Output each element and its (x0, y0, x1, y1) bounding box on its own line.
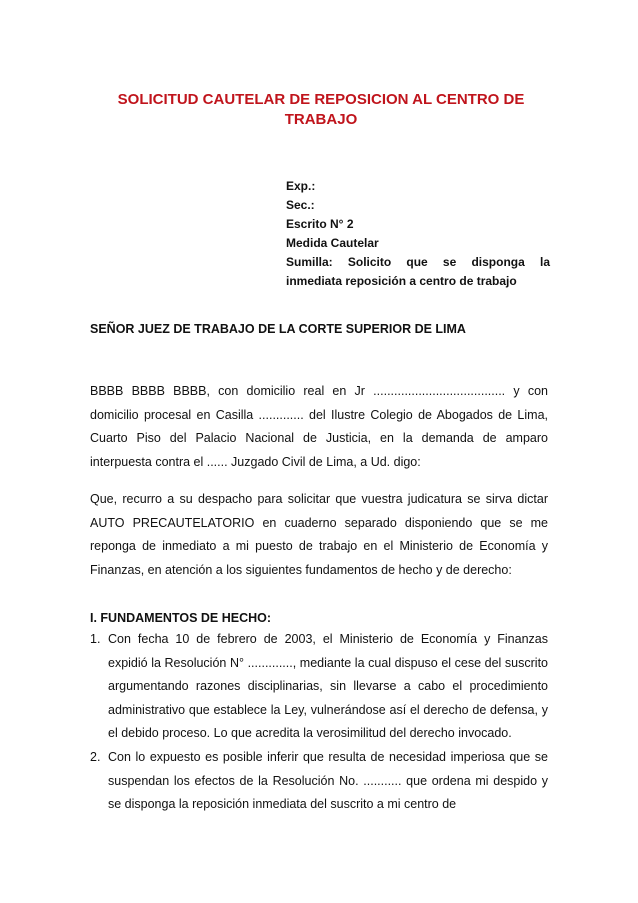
intro-paragraph: BBBB BBBB BBBB, con domicilio real en Jr ...................................... y con domicilio procesal en Casilla ............. del Ilustre Colegio de Abogados de Lima, Cuarto Piso del Palacio Nacional de Justicia, en la demanda de amparo interpuesta contra el ...... Juzgado Civil de Lima, a Ud. digo: (90, 384, 548, 469)
secretario-label: Sec.: (286, 198, 315, 212)
addressee-heading: SEÑOR JUEZ DE TRABAJO DE LA CORTE SUPERIOR DE LIMA (90, 322, 466, 336)
list-item-number: 1. (90, 632, 101, 646)
title-line-1: SOLICITUD CAUTELAR DE REPOSICION AL CENTRO DE (117, 91, 525, 108)
escrito-number: Escrito N° 2 (286, 217, 354, 231)
list-item-text: Con fecha 10 de febrero de 2003, el Ministerio de Economía y Finanzas expidió la Resolución N° ............., mediante la cual dispuso el cese del suscrito argumentando razones disciplinarias, sin llevarse a cabo el procedimiento administrativo que establece la Ley, vulnerándose así el derecho de defensa, y el debido proceso. Lo que acredita la verosimilitud del derecho invocado. (108, 632, 548, 741)
sumilla-text: Sumilla: Solicito que se disponga la inmediata reposición a centro de trabajo (286, 255, 550, 288)
list-item-number: 2. (90, 749, 101, 764)
title-line-2: TRABAJO (284, 111, 358, 128)
list-item (90, 746, 548, 817)
expediente-label: Exp.: (286, 179, 316, 193)
facts-list (90, 628, 548, 817)
list-item (90, 628, 548, 746)
case-metadata (286, 177, 550, 291)
medida-cautelar-label: Medida Cautelar (286, 236, 379, 250)
section-heading: I. FUNDAMENTOS DE HECHO: (90, 611, 272, 625)
list-item-text: Con lo expuesto es posible inferir que resulta de necesidad imperiosa que se suspendan los efectos de la Resolución No. ........... que ordena mi despido y se disponga la reposición inmediata del suscrito a mi centro de (108, 749, 548, 812)
document-title (90, 90, 552, 130)
request-paragraph: Que, recurro a su despacho para solicitar que vuestra judicatura se sirva dictar AUTO PRECAUTELATORIO en cuaderno separado disponiendo que se me reponga de inmediato a mi puesto de trabajo en el Ministerio de Economía y Finanzas, en atención a los siguientes fundamentos de hecho y de derecho: (90, 492, 548, 577)
